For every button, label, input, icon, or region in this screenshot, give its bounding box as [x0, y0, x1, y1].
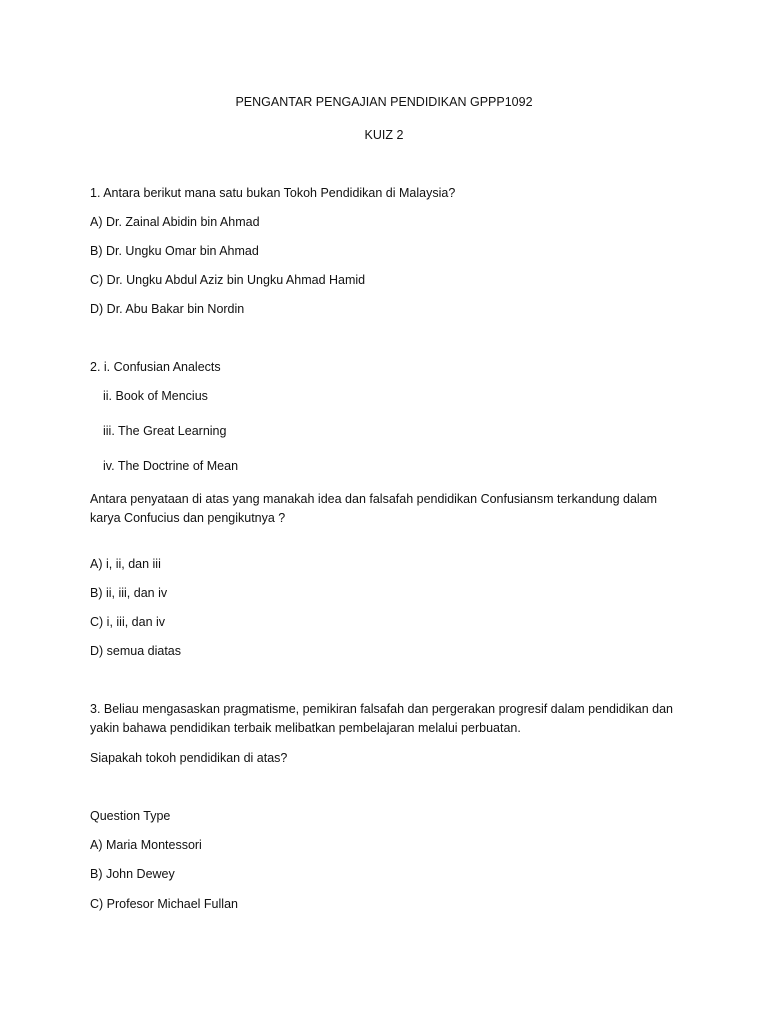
q1-question: 1. Antara berikut mana satu bukan Tokoh Pendidikan di Malaysia? — [90, 186, 456, 200]
q2-item-1: 2. i. Confusian Analects — [90, 360, 221, 374]
q3-option-a: A) Maria Montessori — [90, 838, 202, 852]
q1-option-d: D) Dr. Abu Bakar bin Nordin — [90, 302, 245, 316]
q2-item-4: iv. The Doctrine of Mean — [103, 459, 239, 473]
q3-type-label: Question Type — [90, 809, 171, 823]
q2-item-2: ii. Book of Mencius — [103, 389, 208, 403]
q2-option-b: B) ii, iii, dan iv — [90, 586, 168, 600]
q1-option-b: B) Dr. Ungku Omar bin Ahmad — [90, 244, 259, 258]
q3-statement: 3. Beliau mengasaskan pragmatisme, pemikiran falsafah dan pergerakan progresif dalam pendidikan dan yakin bahawa pendidikan terbaik melibatkan pembelajaran melalui perbuatan. — [90, 702, 673, 735]
document-subtitle: KUIZ 2 — [364, 128, 404, 142]
q3-option-b: B) John Dewey — [90, 867, 175, 881]
q1-option-a: A) Dr. Zainal Abidin bin Ahmad — [90, 215, 260, 229]
q2-question: Antara penyataan di atas yang manakah idea dan falsafah pendidikan Confusiansm terkandung dalam karya Confucius dan pengikutnya ? — [90, 492, 658, 525]
q2-option-a: A) i, ii, dan iii — [90, 557, 161, 571]
q2-option-c: C) i, iii, dan iv — [90, 615, 166, 629]
q2-option-d: D) semua diatas — [90, 644, 182, 658]
q2-item-3: iii. The Great Learning — [103, 424, 227, 438]
document-title: PENGANTAR PENGAJIAN PENDIDIKAN GPPP1092 — [235, 95, 533, 109]
q3-question: Siapakah tokoh pendidikan di atas? — [90, 751, 288, 765]
q1-option-c: C) Dr. Ungku Abdul Aziz bin Ungku Ahmad Hamid — [90, 273, 366, 287]
q3-option-c: C) Profesor Michael Fullan — [90, 897, 238, 911]
